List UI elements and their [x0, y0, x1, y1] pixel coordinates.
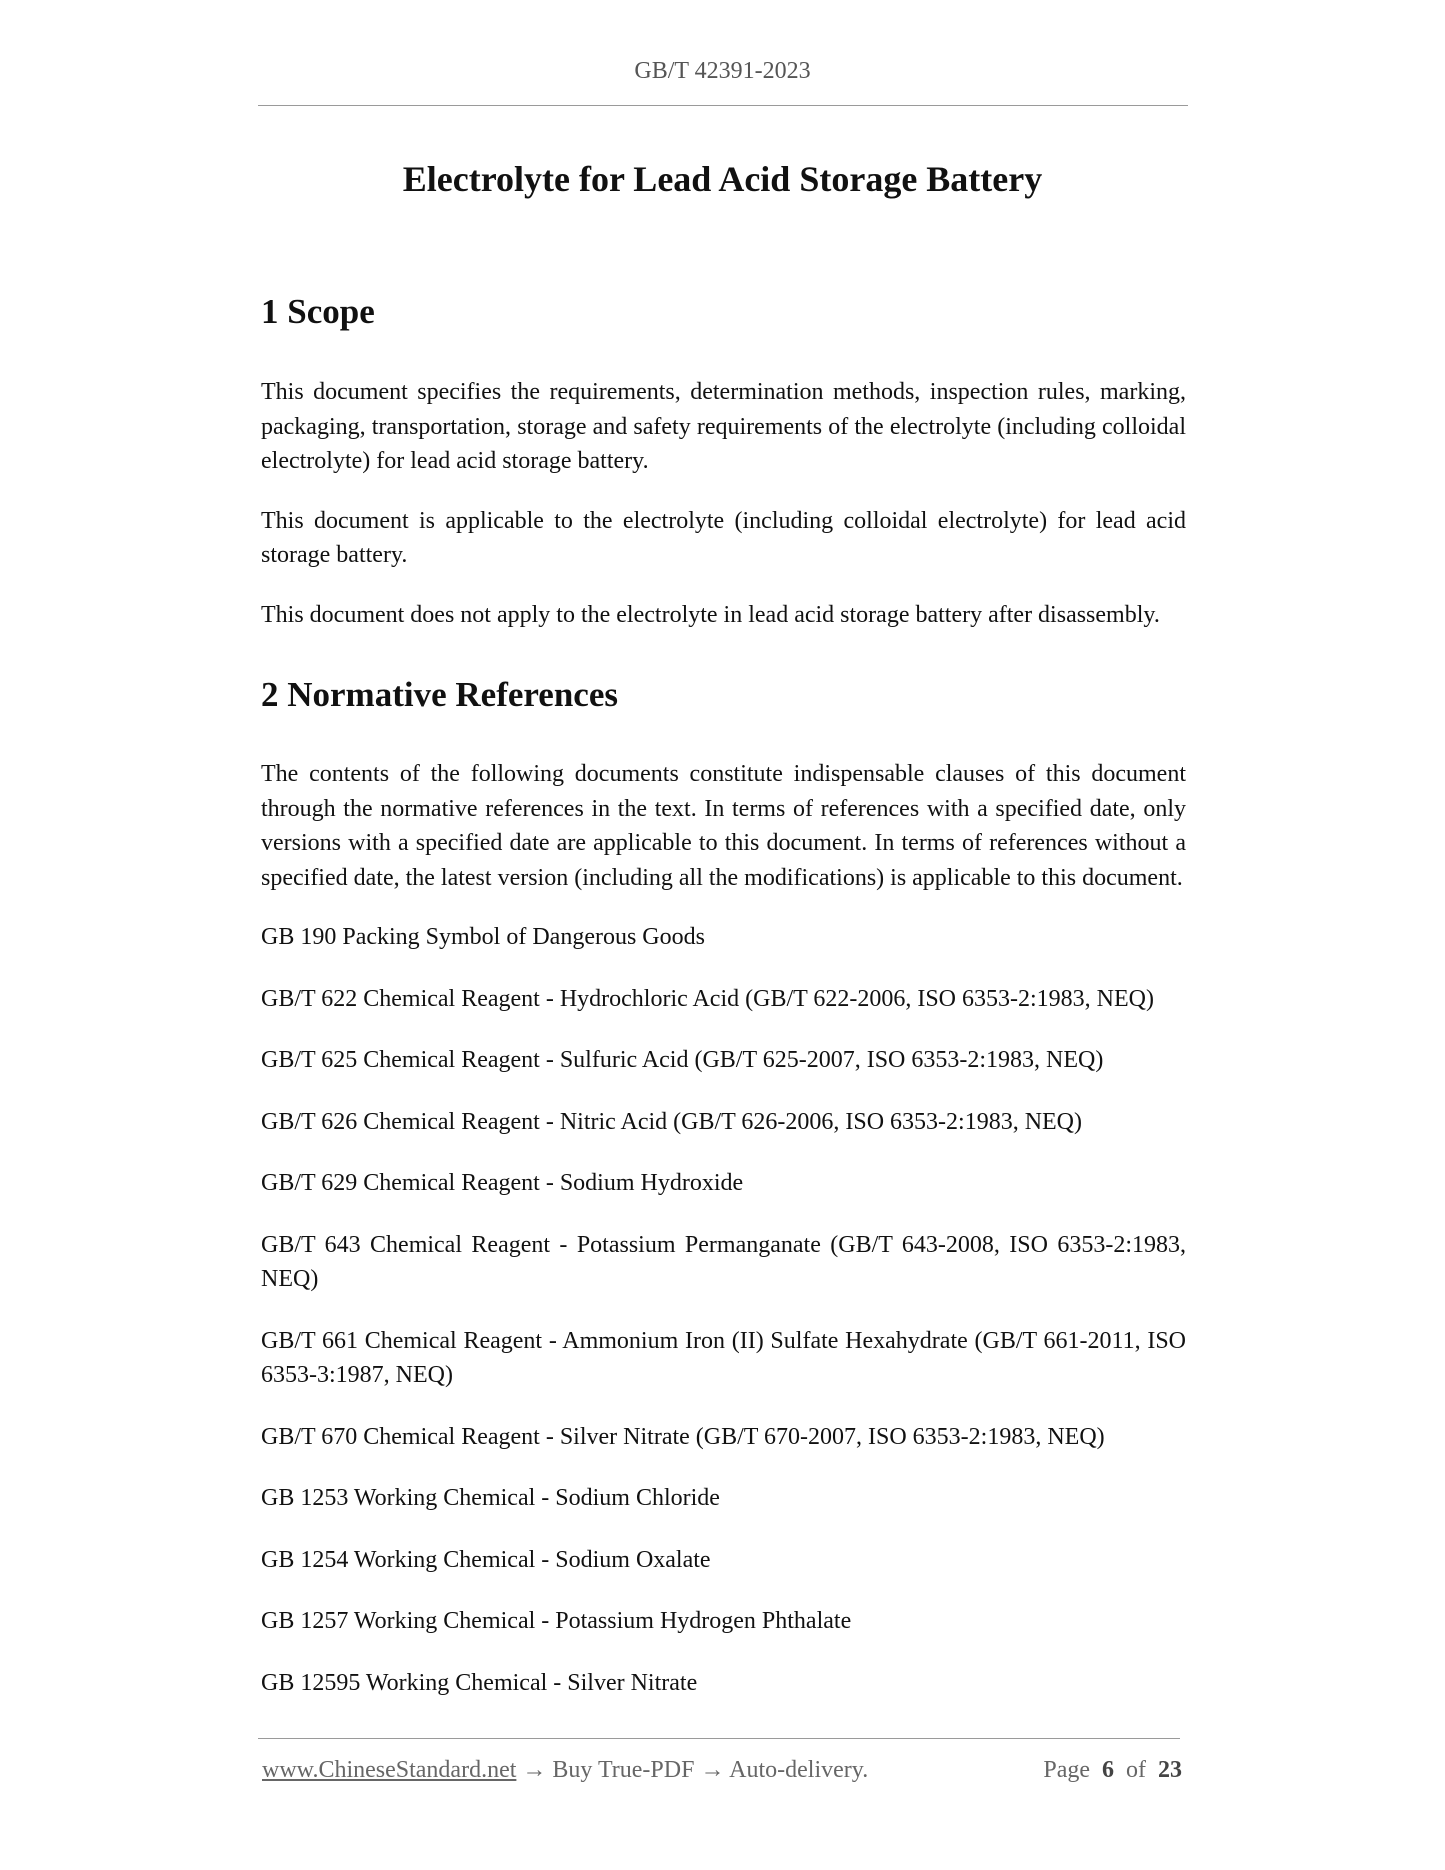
buy-pdf-text: Buy True-PDF [552, 1757, 695, 1783]
reference-item: GB 1253 Working Chemical - Sodium Chloride [261, 1485, 720, 1511]
auto-delivery-text: Auto-delivery. [729, 1757, 869, 1783]
reference-item: GB 190 Packing Symbol of Dangerous Goods [261, 924, 705, 950]
arrow-right-icon: → [522, 1757, 547, 1783]
reference-item: GB 1257 Working Chemical - Potassium Hydrogen Phthalate [261, 1608, 852, 1634]
document-body [261, 292, 1186, 1727]
reference-item: GB/T 629 Chemical Reagent - Sodium Hydroxide [261, 1170, 744, 1196]
header-divider [258, 105, 1188, 106]
website-link[interactable]: www.ChineseStandard.net [262, 1757, 517, 1783]
section-2-heading: 2 Normative References [261, 675, 618, 714]
page-label: Page [1043, 1757, 1090, 1783]
reference-item: GB 12595 Working Chemical - Silver Nitrate [261, 1669, 698, 1696]
reference-item: GB/T 643 Chemical Reagent - Potassium Permanganate (GB/T 643-2008, ISO 6353-2:1983, NEQ) [261, 1231, 1186, 1292]
reference-list [261, 920, 1186, 1700]
normative-intro-paragraph: The contents of the following documents constitute indispensable clauses of this document through the normative references in the text. In terms of references with a specified date, only versions with a specified date are applicable to this document. In terms of references without a specified date, the latest version (including all the modifications) is applicable to this document. [261, 761, 1186, 891]
page-of-label: of [1126, 1757, 1146, 1783]
footer-divider [258, 1738, 1180, 1739]
reference-item: GB/T 670 Chemical Reagent - Silver Nitrate (GB/T 670-2007, ISO 6353-2:1983, NEQ) [261, 1423, 1105, 1450]
scope-paragraph-2: This document is applicable to the electrolyte (including colloidal electrolyte) for lead acid storage battery. [261, 507, 1186, 568]
page-indicator [1043, 1757, 1182, 1784]
current-page-number: 6 [1102, 1757, 1114, 1783]
document-title: Electrolyte for Lead Acid Storage Battery [402, 159, 1043, 199]
reference-item: GB/T 626 Chemical Reagent - Nitric Acid (GB/T 626-2006, ISO 6353-2:1983, NEQ) [261, 1108, 1083, 1135]
reference-item: GB/T 625 Chemical Reagent - Sulfuric Acid (GB/T 625-2007, ISO 6353-2:1983, NEQ) [261, 1047, 1104, 1073]
total-page-count: 23 [1158, 1757, 1182, 1783]
reference-item: GB 1254 Working Chemical - Sodium Oxalate [261, 1546, 711, 1573]
scope-paragraph-1: This document specifies the requirements, determination methods, inspection rules, marking, packaging, transportation, storage and safety requirements of the electrolyte (including colloidal electrolyte) for lead acid storage battery. [261, 379, 1186, 474]
header-standard-code: GB/T 42391-2023 [634, 58, 811, 84]
reference-item: GB/T 661 Chemical Reagent - Ammonium Iron (II) Sulfate Hexahydrate (GB/T 661-2011, ISO 6353-3:1987, NEQ) [261, 1327, 1186, 1388]
section-1-heading: 1 Scope [261, 292, 375, 331]
footer-promo [262, 1757, 868, 1784]
reference-item: GB/T 622 Chemical Reagent - Hydrochloric Acid (GB/T 622-2006, ISO 6353-2:1983, NEQ) [261, 985, 1154, 1012]
arrow-right-icon: → [700, 1757, 725, 1783]
scope-paragraph-3: This document does not apply to the electrolyte in lead acid storage battery after disassembly. [261, 601, 1160, 628]
